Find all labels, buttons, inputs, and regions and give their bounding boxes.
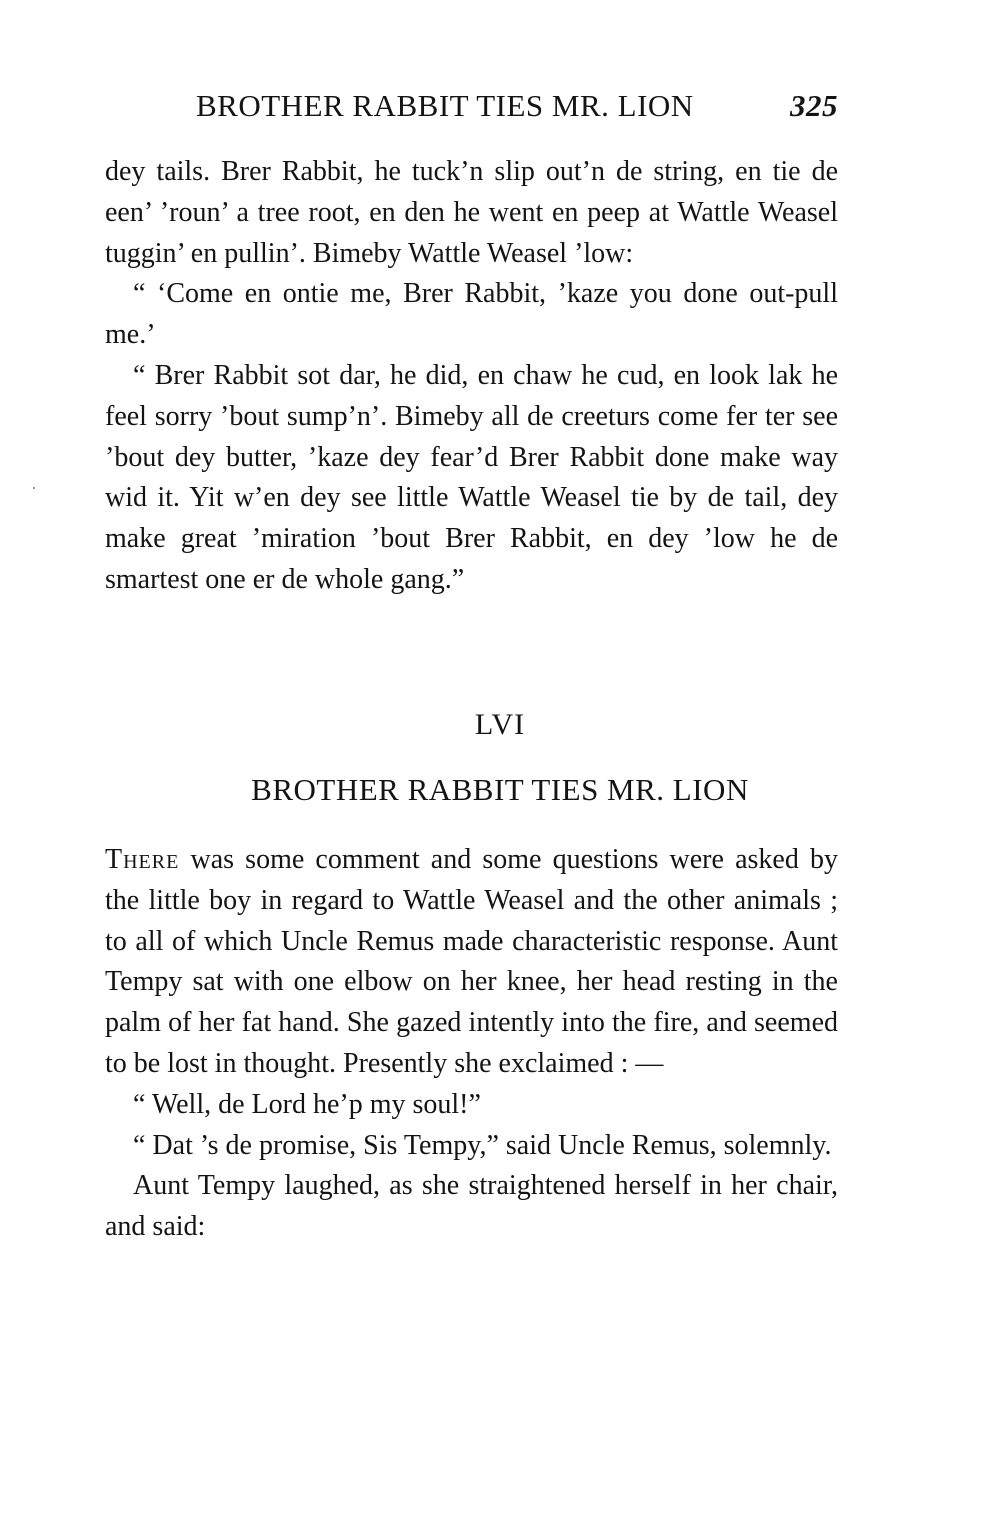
paragraph: “ ‘Come en ontie me, Brer Rabbit, ’kaze you done out-pull me.’ xyxy=(105,278,838,351)
chapter-number: LVI xyxy=(474,708,526,741)
running-title: BROTHER RABBIT TIES MR. LION xyxy=(196,88,694,123)
previous-story-text xyxy=(105,152,838,601)
opening-word: There xyxy=(105,844,180,875)
page-number: 325 xyxy=(790,88,838,123)
paragraph xyxy=(105,840,838,1085)
paragraph: “ Brer Rabbit sot dar, he did, en chaw he cud, en look lak he feel sorry ’bout sump’n’. Bimeby all de creeturs come fer ter see ’bout dey butter, ’kaze dey fear’d Brer Rabbit done make way wid it. Yit w’en dey see little Wattle Weasel tie by de tail, dey make great ’miration ’bout Brer Rabbit, en dey ’low he de smartest one er de whole gang.” xyxy=(105,359,838,595)
chapter-text xyxy=(105,840,838,1248)
paragraph: “ Dat ’s de promise, Sis Tempy,” said Uncle Remus, solemnly. xyxy=(133,1129,832,1161)
paragraph-body: was some comment and some questions were asked by the little boy in regard to Wattle Weasel and the other animals ; to all of which Uncle Remus made characteristic response. Aunt Tempy sat with one elbow on her knee, her head resting in the palm of her fat hand. She gazed intently into the fire, and seemed to be lost in thought. Presently she exclaimed : — xyxy=(105,844,838,1079)
chapter-title: BROTHER RABBIT TIES MR. LION xyxy=(251,772,749,807)
paragraph: dey tails. Brer Rabbit, he tuck’n slip out’n de string, en tie de een’ ’roun’ a tree root, en den he went en peep at Wattle Weasel tuggin’ en pullin’. Bimeby Wattle Weasel ’low: xyxy=(105,156,838,269)
paragraph: Aunt Tempy laughed, as she straightened herself in her chair, and said: xyxy=(105,1170,838,1243)
scan-speck xyxy=(33,487,35,489)
paragraph: “ Well, de Lord he’p my soul!” xyxy=(133,1088,481,1120)
running-header xyxy=(0,88,1000,132)
